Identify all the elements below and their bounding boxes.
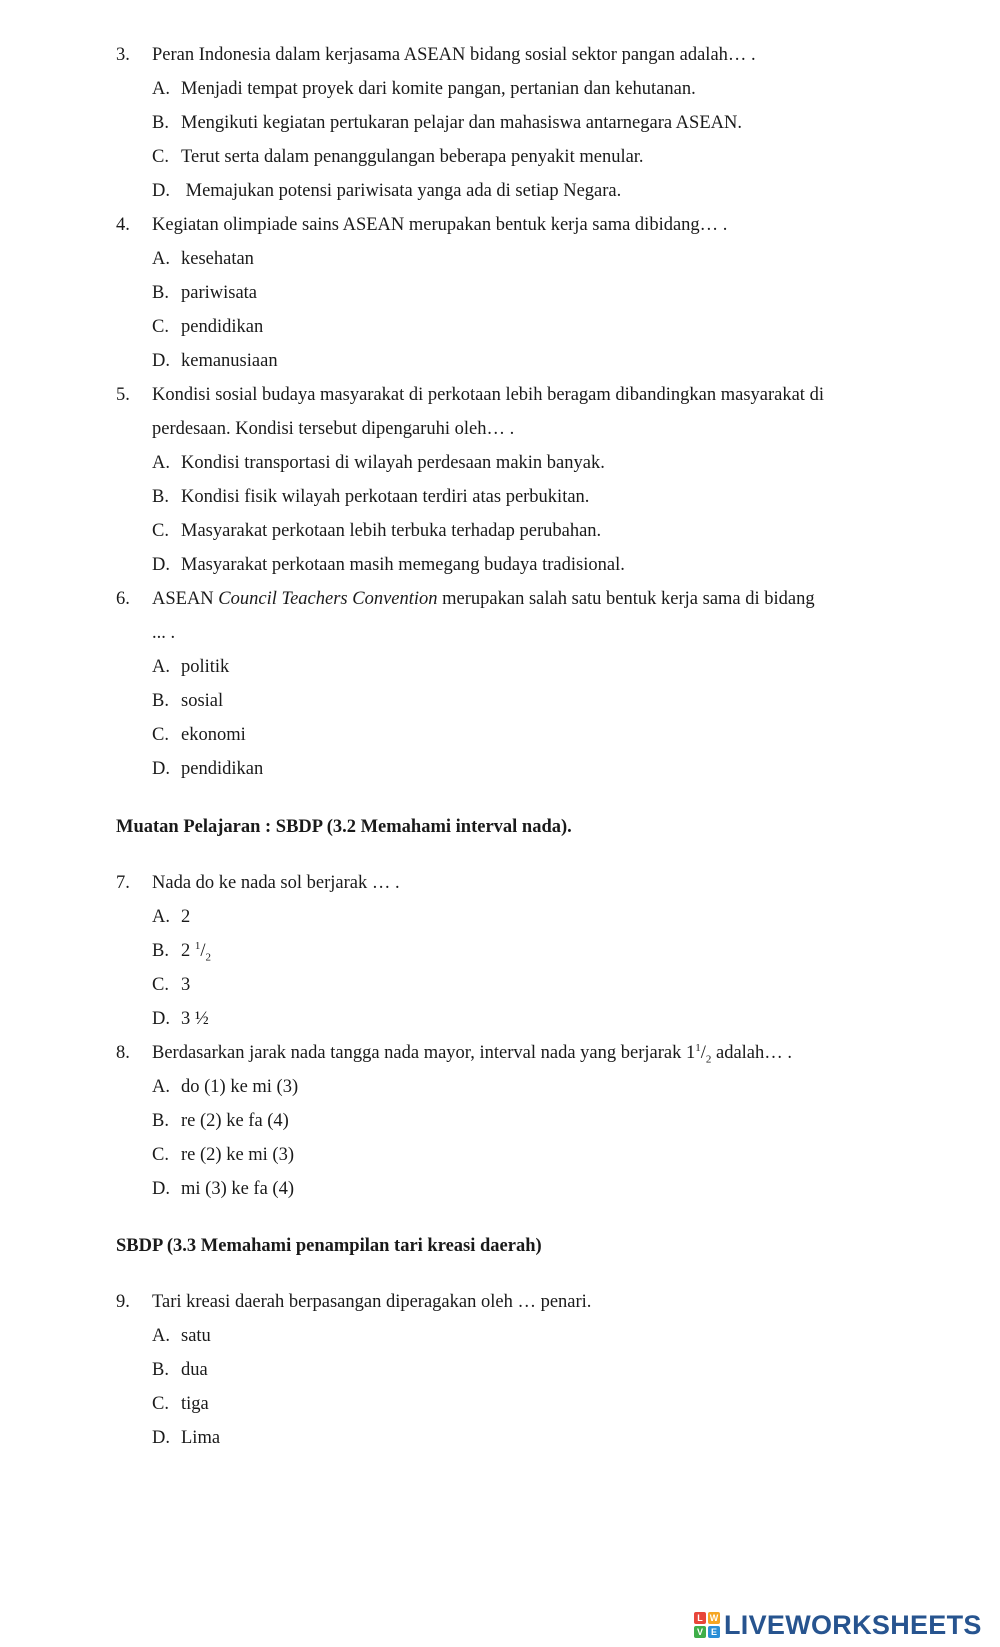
- question-text: Nada do ke nada sol berjarak … .: [152, 873, 400, 893]
- option-letter: C.: [152, 1145, 169, 1165]
- question-number: 8.: [116, 1043, 130, 1063]
- question-text: Berdasarkan jarak nada tangga nada mayor, interval nada yang berjarak $1^1/_2$ adalah… .: [152, 1041, 793, 1066]
- question-number: 9.: [116, 1292, 130, 1312]
- option-letter: D.: [152, 351, 170, 371]
- logo-tile: W: [709, 1613, 719, 1623]
- question-number: 6.: [116, 589, 130, 609]
- option-text: re (2) ke mi (3): [181, 1145, 295, 1165]
- option-text: mi (3) ke fa (4): [181, 1179, 295, 1199]
- option-text: Mengikuti kegiatan pertukaran pelajar dan mahasiswa antarnegara ASEAN.: [181, 113, 742, 133]
- option-text: pendidikan: [181, 317, 264, 337]
- option-letter: B.: [152, 691, 169, 711]
- option-letter: C.: [152, 147, 169, 167]
- option-text: politik: [181, 657, 230, 677]
- option-letter: A.: [152, 1326, 170, 1346]
- option-text-whole: 2: [181, 941, 195, 961]
- option-text: tiga: [181, 1394, 209, 1414]
- fraction-denominator: 2: [705, 1053, 712, 1066]
- fraction-numerator: 1: [695, 1041, 701, 1054]
- question-number: 7.: [116, 873, 130, 893]
- option-text: pendidikan: [181, 759, 264, 779]
- option-letter: B.: [152, 1111, 169, 1131]
- fraction-denominator: 2: [205, 951, 212, 964]
- question-text-italic: Council Teachers Convention: [218, 589, 438, 609]
- option-letter: C.: [152, 1394, 169, 1414]
- option-text: 3 ½: [181, 1009, 209, 1029]
- option-letter: C.: [152, 975, 169, 995]
- question-number: 3.: [116, 45, 130, 65]
- option-text: 2: [181, 907, 191, 927]
- option-letter: D.: [152, 1009, 170, 1029]
- question-text: Tari kreasi daerah berpasangan diperagakan oleh … penari.: [152, 1292, 592, 1312]
- option-letter: A.: [152, 79, 170, 99]
- option-letter: A.: [152, 249, 170, 269]
- logo-tile: E: [708, 1626, 720, 1638]
- option-text: ekonomi: [181, 725, 246, 745]
- option-letter: B.: [152, 113, 169, 133]
- option-text: Terut serta dalam penanggulangan beberapa penyakit menular.: [181, 147, 644, 167]
- logo-tile: L: [694, 1612, 706, 1624]
- liveworksheets-logo-icon: [694, 1612, 720, 1638]
- section-heading: SBDP (3.3 Memahami penampilan tari kreasi daerah): [116, 1236, 542, 1256]
- option-letter: D.: [152, 555, 170, 575]
- option-text: sosial: [181, 691, 224, 711]
- fraction-numerator: 1: [194, 939, 201, 952]
- brand-name: LIVEWORKSHEETS: [724, 1609, 982, 1640]
- option-text: dua: [181, 1360, 208, 1380]
- option-text: pariwisata: [181, 283, 258, 303]
- question-text-line1: Kondisi sosial budaya masyarakat di perkotaan lebih beragam dibandingkan masyarakat di: [152, 385, 824, 405]
- liveworksheets-brand[interactable]: [694, 1608, 982, 1642]
- option-letter: D.: [152, 1179, 170, 1199]
- option-text: Menjadi tempat proyek dari komite pangan, pertanian dan kehutanan.: [181, 79, 696, 99]
- option-letter: A.: [152, 453, 170, 473]
- option-text: Masyarakat perkotaan lebih terbuka terhadap perubahan.: [181, 521, 602, 541]
- logo-tile: V: [694, 1626, 706, 1638]
- option-letter: B.: [152, 1360, 169, 1380]
- question-text-post: adalah… .: [711, 1043, 793, 1063]
- option-text: do (1) ke mi (3): [181, 1077, 299, 1097]
- option-letter: B.: [152, 283, 169, 303]
- option-letter: C.: [152, 521, 169, 541]
- question-text: [152, 582, 872, 616]
- option-text: 3: [181, 975, 191, 995]
- option-letter: D.: [152, 1428, 170, 1448]
- question-number: 4.: [116, 215, 130, 235]
- option-text: Lima: [181, 1428, 221, 1448]
- option-letter: A.: [152, 1077, 170, 1097]
- option-letter: C.: [152, 725, 169, 745]
- option-text: 2 $^1/_2$: [181, 939, 212, 964]
- question-text: [152, 378, 872, 412]
- question-text-pre: ASEAN: [152, 589, 219, 609]
- question-text: Peran Indonesia dalam kerjasama ASEAN bidang sosial sektor pangan adalah… .: [152, 45, 756, 65]
- question-text-line2: perdesaan. Kondisi tersebut dipengaruhi oleh… .: [152, 419, 515, 439]
- option-letter: D.: [152, 181, 170, 201]
- section-heading: Muatan Pelajaran : SBDP (3.2 Memahami interval nada).: [116, 817, 572, 837]
- question-text-post: merupakan salah satu bentuk kerja sama di bidang: [437, 589, 815, 609]
- option-text: Memajukan potensi pariwisata yanga ada di setiap Negara.: [181, 181, 622, 201]
- option-text: kemanusiaan: [181, 351, 278, 371]
- option-letter: B.: [152, 941, 169, 961]
- question-text: Kegiatan olimpiade sains ASEAN merupakan bentuk kerja sama dibidang… .: [152, 215, 728, 235]
- option-text: kesehatan: [181, 249, 254, 269]
- option-text: Kondisi fisik wilayah perkotaan terdiri atas perbukitan.: [181, 487, 590, 507]
- option-letter: B.: [152, 487, 169, 507]
- option-text: Kondisi transportasi di wilayah perdesaan makin banyak.: [181, 453, 605, 473]
- option-letter: A.: [152, 907, 170, 927]
- option-text: satu: [181, 1326, 211, 1346]
- option-letter: D.: [152, 759, 170, 779]
- option-text: Masyarakat perkotaan masih memegang budaya tradisional.: [181, 555, 625, 575]
- question-text-pre: Berdasarkan jarak nada tangga nada mayor, interval nada yang berjarak 1: [152, 1043, 696, 1063]
- question-number: 5.: [116, 385, 130, 405]
- option-letter: C.: [152, 317, 169, 337]
- question-text-line2: ... .: [152, 623, 176, 643]
- option-text: re (2) ke fa (4): [181, 1111, 289, 1131]
- option-letter: A.: [152, 657, 170, 677]
